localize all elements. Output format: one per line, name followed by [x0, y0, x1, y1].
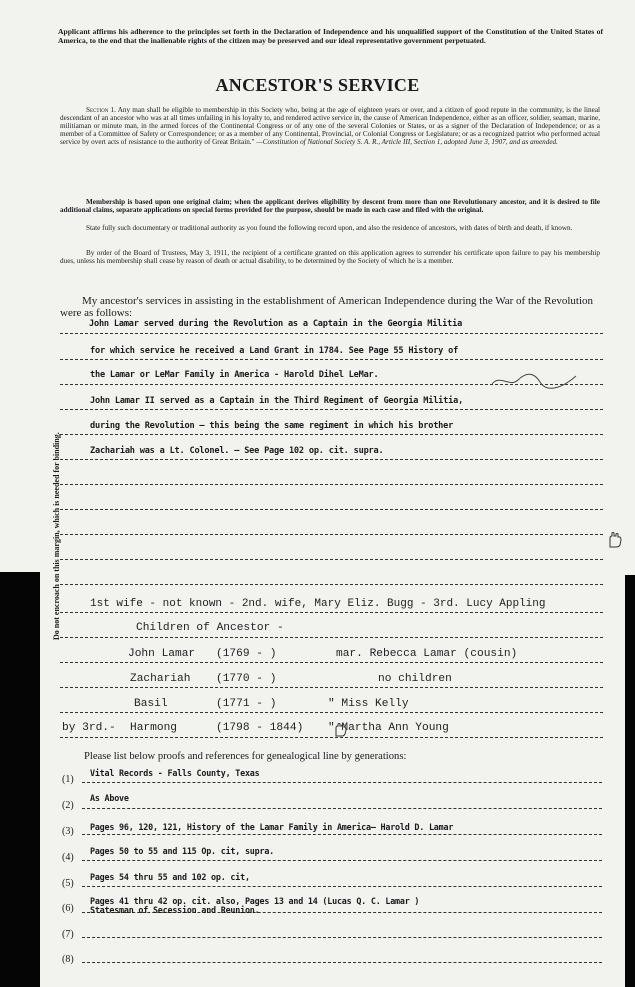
form-rule [60, 359, 603, 360]
binding-margin-note: Do not encroach on this margin, which is needed for binding. [52, 432, 61, 640]
form-rule [82, 962, 602, 963]
form-rule [60, 333, 603, 334]
proof-entry: Pages 54 thru 55 and 102 op. cit, [90, 872, 250, 882]
scan-edge-left [0, 572, 40, 987]
form-rule [60, 484, 603, 485]
child-note: " Miss Kelly [328, 698, 409, 710]
child-name: Basil [134, 698, 168, 710]
child-name: Zachariah [130, 673, 191, 685]
proof-entry: Pages 50 to 55 and 115 Op. cit, supra. [90, 846, 275, 856]
board-order-paragraph: By order of the Board of Trustees, May 3, 1911, the recipient of a certificate granted on this application agrees to surrender his certificate upon failure to pay his membership dues, unless his membership shall cease by reason of death or actual disability, to be determined by the Society of which he is a member. [60, 249, 600, 266]
form-rule [60, 434, 603, 435]
form-rule [60, 662, 603, 663]
form-rule [82, 834, 602, 835]
child-dates: (1770 - ) [216, 673, 277, 685]
children-heading: Children of Ancestor - [136, 622, 284, 634]
form-rule [60, 637, 603, 638]
proof-number: (3) [62, 826, 74, 837]
form-rule [60, 509, 603, 510]
proof-entry: As Above [90, 793, 129, 803]
proof-number: (7) [62, 929, 74, 940]
proof-number: (8) [62, 954, 74, 965]
form-rule [60, 559, 603, 560]
claims-paragraph: Membership is based upon one original claim; when the applicant derives eligibility by descent from more than one Revolutionary ancestor, and it is desired to file additional claims, separate applications on special forms provided for the purpose, should be made in each case and filed with the original. [60, 198, 600, 215]
service-line: during the Revolution — this being the same regiment in which his brother [90, 421, 454, 431]
child-dates: (1769 - ) [216, 648, 277, 660]
section-text: Any man shall be eligible to membership in this Society who, being at the age of eighteen years or over, and a citizen of good repute in the community, is the lineal descendant of an ancestor who was at all times unfailing in his loyalty to, and rendered active service in, the cause of American Independence, either as an officer, soldier, seaman, marine, militiaman or minute man, in the armed forces of the Continental Congress or of any one of the several Colonies or States, or as a signer of the Declaration of Independence; or as a member of a Committee of Safety or Correspondence; or as a member of any Continental, Provincial, or Colonial Congress or Legislature; or as a recognized patriot who performed actual service by overt acts of resistance to the authority of Great Britain." [60, 106, 601, 147]
proof-entry: Pages 96, 120, 121, History of the Lamar Family in America— Harold D. Lamar [90, 822, 454, 832]
handwritten-scribble [490, 368, 580, 392]
service-line: John Lamar served during the Revolution as a Captain in the Georgia Militia [89, 319, 463, 329]
form-rule [60, 409, 603, 410]
proofs-intro: Please list below proofs and references for genealogical line by generations: [84, 751, 407, 762]
form-rule [60, 534, 603, 535]
form-rule [60, 612, 603, 613]
section-citation: —Constitution of National Society S. A. R., Article III, Section 1, adopted June 3, 1907, and as amended. [256, 138, 558, 147]
service-line: for which service he received a Land Grant in 1784. See Page 55 History of [90, 346, 459, 356]
scan-edge-right [625, 575, 635, 987]
service-line: John Lamar II served as a Captain in the Third Regiment of Georgia Militia, [90, 396, 464, 406]
services-intro: My ancestor's services in assisting in the establishment of American Independence during the War of the Revolution were as follows: [60, 295, 594, 319]
child-prefix: by 3rd.- [62, 722, 116, 734]
child-note: mar. Rebecca Lamar (cousin) [336, 648, 518, 660]
proof-number: (1) [62, 774, 74, 785]
proof-number: (2) [62, 800, 74, 811]
affirmation-paragraph: Applicant affirms his adherence to the principles set forth in the Declaration of Independence and his unqualified support of the Constitution of the United States of America, to the end that the inalienable rights of the citizen may be preserved and our ideal representative government perpetuated. [58, 27, 603, 45]
form-rule [82, 886, 602, 887]
form-rule [60, 712, 603, 713]
child-note: " Martha Ann Young [328, 722, 449, 734]
wives-line: 1st wife - not known - 2nd. wife, Mary Eliz. Bugg - 3rd. Lucy Appling [90, 598, 546, 610]
proof-number: (6) [62, 903, 74, 914]
hand-pointer-icon [333, 723, 347, 737]
form-rule [60, 459, 603, 460]
state-paragraph: State fully such documentary or traditional authority as you found the following record upon, and also the residence of ancestors, with dates of birth and death, if known. [86, 224, 573, 232]
section-1-paragraph [60, 106, 600, 146]
form-rule [82, 808, 602, 809]
child-dates: (1798 - 1844) [216, 722, 304, 734]
form-rule [60, 687, 603, 688]
form-rule [60, 584, 603, 585]
proof-entry-continued: Statesman of Secession and Reunion. [90, 905, 260, 915]
proof-entry: Pages 41 thru 42 op. cit. also, Pages 13 and 14 (Lucas Q. C. Lamar ) [90, 896, 420, 906]
child-note: no children [378, 673, 452, 685]
page-title: ANCESTOR'S SERVICE [215, 75, 420, 95]
form-rule [82, 860, 602, 861]
child-dates: (1771 - ) [216, 698, 277, 710]
form-rule [82, 782, 602, 783]
hand-pointer-icon [606, 532, 622, 548]
section-label: Section 1. [86, 106, 116, 114]
form-rule [60, 737, 603, 738]
child-name: Harmong [130, 722, 177, 734]
form-rule [82, 937, 602, 938]
proof-number: (4) [62, 852, 74, 863]
service-line: the Lamar or LeMar Family in America - Harold Dihel LeMar. [90, 370, 379, 380]
child-name: John Lamar [128, 648, 196, 660]
service-line: Zachariah was a Lt. Colonel. — See Page 102 op. cit. supra. [90, 446, 384, 456]
proof-number: (5) [62, 878, 74, 889]
proof-entry: Vital Records - Falls County, Texas [90, 768, 260, 778]
